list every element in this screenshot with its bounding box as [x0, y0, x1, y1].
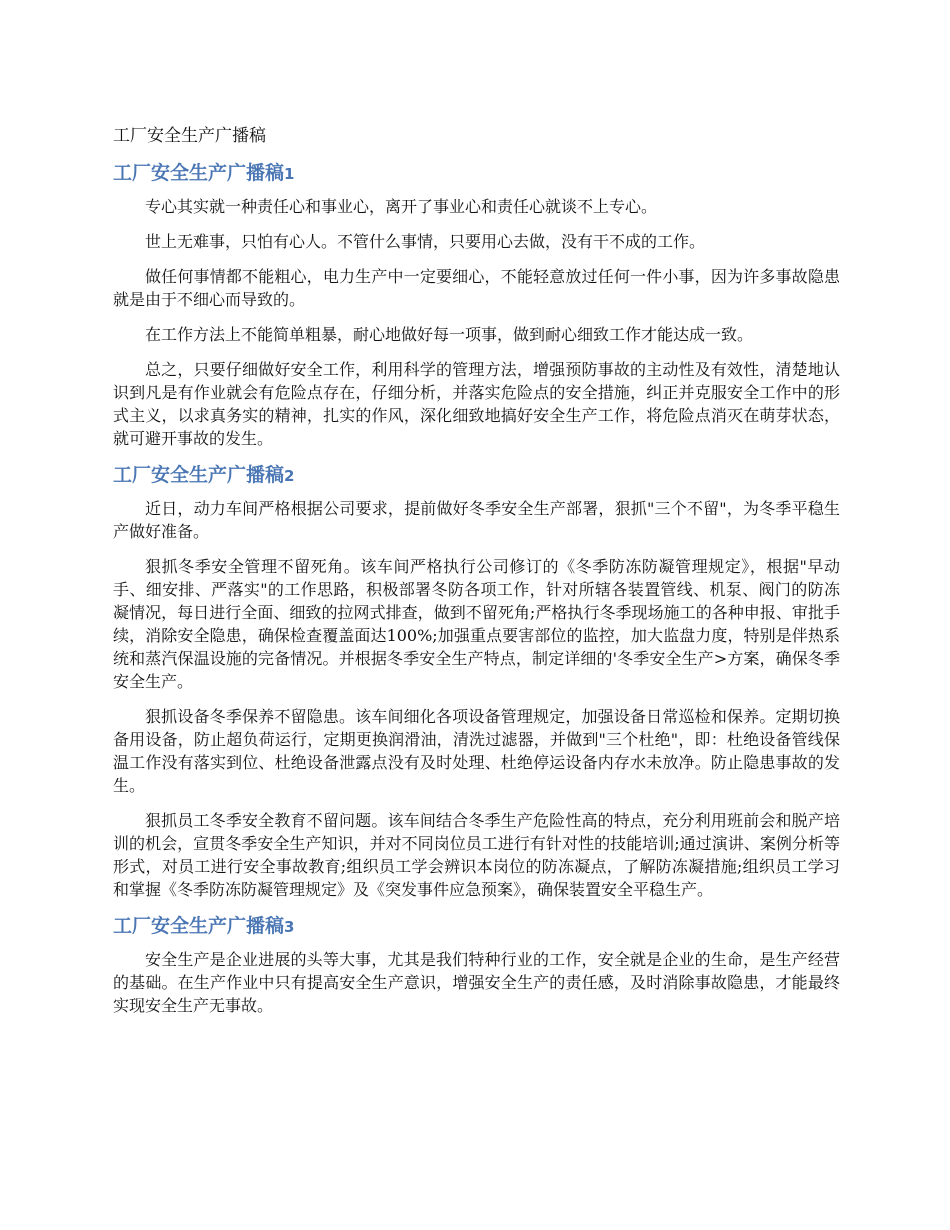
- section-1: [113, 160, 840, 450]
- section-heading-text: 工厂安全生产广播稿: [113, 464, 285, 486]
- section-3: [113, 913, 840, 1017]
- section-number: 2: [284, 467, 295, 485]
- section-number: 3: [284, 918, 295, 936]
- paragraph: 近日，动力车间严格根据公司要求，提前做好冬季安全生产部署，狠抓"三个不留"，为冬季平稳生产做好准备。: [113, 499, 840, 541]
- paragraph: 狠抓设备冬季保养不留隐患。该车间细化各项设备管理规定，加强设备日常巡检和保养。定期切换备用设备，防止超负荷运行，定期更换润滑油，清洗过滤器，并做到"三个杜绝"，即：杜绝设备管线保温工作没有落实到位、杜绝设备泄露点没有及时处理、杜绝停运设备内存水未放净。防止隐患事故的发生。: [113, 707, 840, 795]
- section-heading-text: 工厂安全生产广播稿: [113, 162, 285, 184]
- paragraph: 安全生产是企业进展的头等大事，尤其是我们特种行业的工作，安全就是企业的生命，是生产经营的基础。在生产作业中只有提高安全生产意识，增强安全生产的责任感，及时消除事故隐患，才能最终实现安全生产无事故。: [113, 950, 840, 1015]
- paragraph: 专心其实就一种责任心和事业心，离开了事业心和责任心就谈不上专心。: [145, 197, 658, 216]
- paragraph: 总之，只要仔细做好安全工作，利用科学的管理方法，增强预防事故的主动性及有效性，清楚地认识到凡是有作业就会有危险点存在，仔细分析，并落实危险点的安全措施，纠正并克服安全工作中的形式主义，以求真务实的精神，扎实的作风，深化细致地搞好安全生产工作，将危险点消灭在萌芽状态，就可避开事故的发生。: [113, 360, 840, 448]
- document-page: [113, 124, 840, 1029]
- section-heading: [113, 462, 840, 489]
- paragraph: 狠抓员工冬季安全教育不留问题。该车间结合冬季生产危险性高的特点，充分利用班前会和脱产培训的机会，宣贯冬季安全生产知识，并对不同岗位员工进行有针对性的技能培训;通过演讲、案例分析等形式，对员工进行安全事故教育;组织员工学会辨识本岗位的防冻凝点，了解防冻凝措施;组织员工学习和掌握《冬季防冻防凝管理规定》及《突发事件应急预案》，确保装置安全平稳生产。: [113, 811, 840, 899]
- paragraph: 做任何事情都不能粗心，电力生产中一定要细心，不能轻意放过任何一件小事，因为许多事故隐患就是由于不细心而导致的。: [113, 267, 840, 309]
- section-2: [113, 462, 840, 901]
- section-heading-text: 工厂安全生产广播稿: [113, 915, 285, 937]
- section-heading: [113, 913, 840, 940]
- paragraph: 世上无难事，只怕有心人。不管什么事情，只要用心去做，没有干不成的工作。: [145, 232, 706, 251]
- paragraph: 狠抓冬季安全管理不留死角。该车间严格执行公司修订的《冬季防冻防凝管理规定》，根据"早动手、细安排、严落实"的工作思路，积极部署冬防各项工作，针对所辖各装置管线、机泵、阀门的防冻凝情况，每日进行全面、细致的拉网式排查，做到不留死角;严格执行冬季现场施工的各种申报、审批手续，消除安全隐患，确保检查覆盖面达100%;加强重点要害部位的监控，加大监盘力度，特别是伴热系统和蒸汽保温设施的完备情况。并根据冬季安全生产特点，制定详细的'冬季安全生产>方案，确保冬季安全生产。: [113, 557, 840, 691]
- section-heading: [113, 160, 840, 187]
- document-title: 工厂安全生产广播稿: [113, 126, 266, 146]
- section-number: 1: [284, 165, 295, 183]
- paragraph: 在工作方法上不能简单粗暴，耐心地做好每一项事，做到耐心细致工作才能达成一致。: [145, 325, 754, 344]
